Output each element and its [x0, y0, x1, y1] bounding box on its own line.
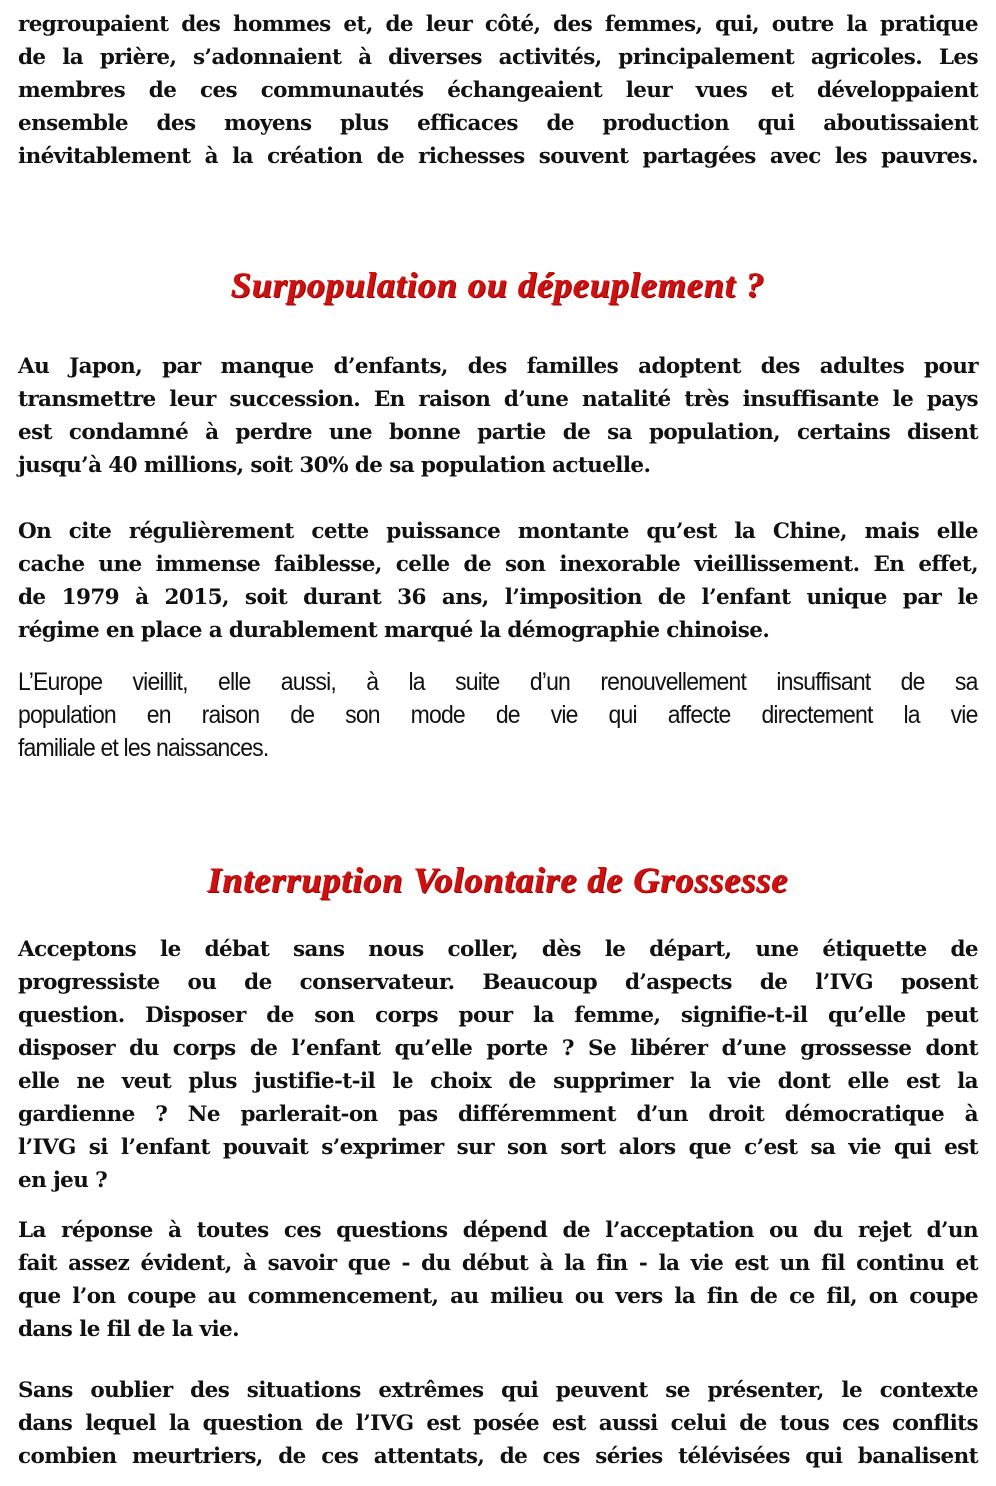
- text-line: cache une immense faiblesse, celle de son inexorable vieillissement. En effet,: [18, 552, 978, 577]
- text-line: L’Europe vieillit, elle aussi, à la suite d’un renouvellement insuffisant de sa: [18, 668, 978, 696]
- paragraph-ivg-debat: [18, 933, 978, 1197]
- text-line: l’IVG si l’enfant pouvait s’exprimer sur son sort alors que c’est sa vie qui est: [18, 1135, 978, 1160]
- text-line: en jeu ?: [18, 1168, 108, 1193]
- text-line: population en raison de son mode de vie qui affecte directement la vie: [18, 701, 978, 729]
- section-heading-ivg: Interruption Volontaire de Grossesse: [207, 860, 789, 900]
- paragraph-ivg-reponse: [18, 1214, 978, 1346]
- text-line: familiale et les naissances.: [18, 734, 269, 762]
- text-line: jusqu’à 40 millions, soit 30% de sa population actuelle.: [18, 453, 651, 478]
- text-line: est condamné à perdre une bonne partie de sa population, certains disent: [18, 420, 978, 445]
- paragraph-europe: [18, 666, 978, 765]
- paragraph-chine: [18, 515, 978, 647]
- text-line: gardienne ? Ne parlerait-on pas différemment d’un droit démocratique à: [18, 1102, 978, 1127]
- text-line: elle ne veut plus justifie-t-il le choix de supprimer la vie dont elle est la: [18, 1069, 978, 1094]
- text-line: Sans oublier des situations extrêmes qui peuvent se présenter, le contexte: [18, 1378, 978, 1403]
- text-line: regroupaient des hommes et, de leur côté, des femmes, qui, outre la pratique: [18, 12, 978, 37]
- text-line: fait assez évident, à savoir que - du début à la fin - la vie est un fil continu et: [18, 1251, 978, 1276]
- text-line: de 1979 à 2015, soit durant 36 ans, l’imposition de l’enfant unique par le: [18, 585, 978, 610]
- text-line: dans lequel la question de l’IVG est posée est aussi celui de tous ces conflits: [18, 1411, 978, 1436]
- text-line: que l’on coupe au commencement, au milieu ou vers la fin de ce fil, on coupe: [18, 1284, 978, 1309]
- paragraph-ivg-contexte: [18, 1374, 978, 1473]
- text-line: dans le fil de la vie.: [18, 1317, 239, 1342]
- text-line: progressiste ou de conservateur. Beaucoup d’aspects de l’IVG posent: [18, 970, 978, 995]
- text-line: question. Disposer de son corps pour la femme, signifie-t-il qu’elle peut: [18, 1003, 978, 1028]
- text-line: ensemble des moyens plus efficaces de production qui aboutissaient: [18, 111, 978, 136]
- text-line: transmettre leur succession. En raison d’une natalité très insuffisante le pays: [18, 387, 978, 412]
- text-line: La réponse à toutes ces questions dépend de l’acceptation ou du rejet d’un: [18, 1218, 978, 1243]
- text-line: Acceptons le débat sans nous coller, dès le départ, une étiquette de: [18, 937, 978, 962]
- paragraph-japon: [18, 350, 978, 482]
- text-line: membres de ces communautés échangeaient leur vues et développaient: [18, 78, 978, 103]
- text-line: Au Japon, par manque d’enfants, des familles adoptent des adultes pour: [18, 354, 978, 379]
- text-line: régime en place a durablement marqué la démographie chinoise.: [18, 618, 770, 643]
- text-line: On cite régulièrement cette puissance montante qu’est la Chine, mais elle: [18, 519, 978, 544]
- text-line: de la prière, s’adonnaient à diverses activités, principalement agricoles. Les: [18, 45, 978, 70]
- text-line: inévitablement à la création de richesses souvent partagées avec les pauvres.: [18, 144, 978, 169]
- intro-paragraph: [18, 8, 978, 173]
- section-heading-surpopulation: Surpopulation ou dépeuplement ?: [230, 265, 766, 305]
- text-line: disposer du corps de l’enfant qu’elle porte ? Se libérer d’une grossesse dont: [18, 1036, 978, 1061]
- text-line: combien meurtriers, de ces attentats, de ces séries télévisées qui banalisent: [18, 1444, 978, 1469]
